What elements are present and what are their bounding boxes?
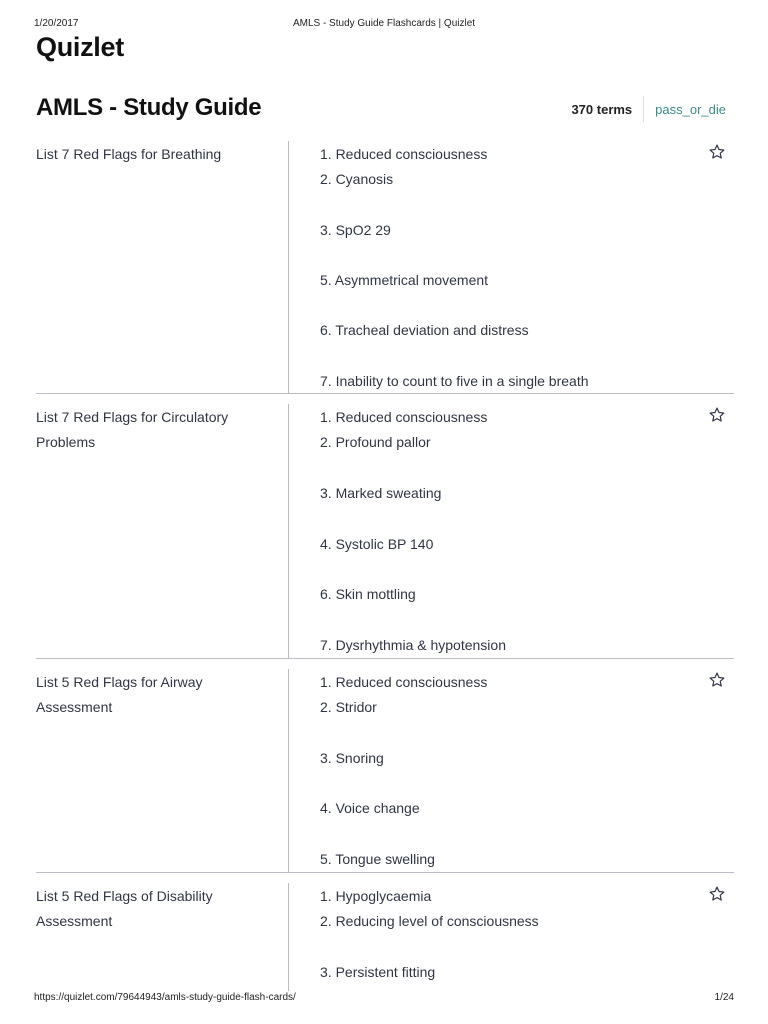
card-term: List 7 Red Flags for Breathing (36, 146, 222, 162)
definition-line: 5. Tongue swelling (320, 851, 435, 867)
definition-line: 1. Reduced consciousness (320, 146, 488, 162)
definition-line: 3. Persistent fitting (320, 964, 436, 980)
print-document-title: AMLS - Study Guide Flashcards | Quizlet (292, 18, 476, 29)
card-divider (288, 404, 289, 658)
card-divider (288, 883, 289, 991)
card-term: List 5 Red Flags of Disability Assessment (36, 888, 213, 929)
set-title: AMLS - Study Guide (36, 94, 262, 121)
set-meta (571, 96, 726, 122)
definition-line: 2. Cyanosis (320, 171, 394, 187)
definition-line: 4. Voice change (320, 800, 420, 816)
card-term: List 7 Red Flags for Circulatory Problems (36, 409, 229, 450)
author-link[interactable]: pass_or_die (655, 101, 726, 117)
card-term: List 5 Red Flags for Airway Assessment (36, 674, 203, 715)
term-count: 370 terms (571, 101, 633, 117)
definition-line: 1. Reduced consciousness (320, 674, 488, 690)
quizlet-logo[interactable]: Quizlet (36, 32, 124, 62)
definition-line: 6. Tracheal deviation and distress (320, 322, 529, 338)
star-icon[interactable] (708, 885, 726, 903)
definition-line: 4. Systolic BP 140 (320, 536, 434, 552)
print-header (34, 18, 734, 32)
print-footer (34, 992, 734, 1006)
flashcard (36, 658, 734, 872)
definition-line: 3. SpO2 29 (320, 222, 391, 238)
definition-line: 5. Asymmetrical movement (320, 272, 489, 288)
page-number: 1/24 (714, 992, 734, 1003)
star-icon[interactable] (708, 143, 726, 161)
definition-line: 2. Stridor (320, 699, 377, 715)
flashcard (36, 141, 734, 393)
flashcard (36, 393, 734, 658)
definition-line: 3. Snoring (320, 750, 384, 766)
definition-line: 2. Reducing level of consciousness (320, 913, 539, 929)
definition-line: 7. Inability to count to five in a single breath (320, 373, 589, 389)
definition-line: 2. Profound pallor (320, 434, 431, 450)
definition-line: 7. Dysrhythmia & hypotension (320, 637, 506, 653)
card-divider (288, 141, 289, 393)
star-icon[interactable] (708, 671, 726, 689)
definition-line: 6. Skin mottling (320, 586, 416, 602)
card-divider (288, 669, 289, 872)
print-date: 1/20/2017 (34, 18, 79, 29)
definition-line: 1. Hypoglycaemia (320, 888, 432, 904)
flashcard (36, 872, 734, 991)
definition-line: 3. Marked sweating (320, 485, 442, 501)
definition-line: 1. Reduced consciousness (320, 409, 488, 425)
flashcard-list (36, 141, 734, 991)
star-icon[interactable] (708, 406, 726, 424)
print-url: https://quizlet.com/79644943/amls-study-guide-flash-cards/ (34, 992, 296, 1003)
